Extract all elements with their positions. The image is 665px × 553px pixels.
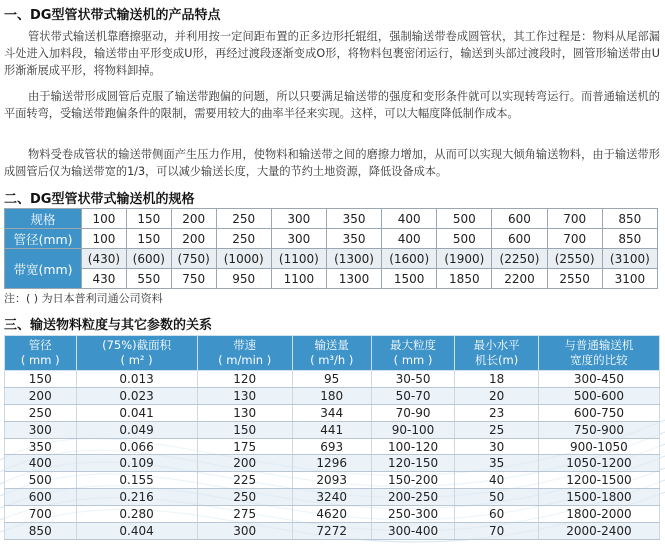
pipe-header: 管径(mm) (5, 229, 82, 249)
table-cell: 180 (292, 387, 371, 404)
table-cell: 900-1050 (538, 438, 659, 455)
table-cell: 3240 (292, 489, 371, 506)
belt-cell: 1500 (382, 269, 437, 289)
table-cell: 600-750 (538, 404, 659, 421)
table-cell: 350 (5, 438, 77, 455)
belt-nippon-row (5, 249, 658, 269)
relation-table (4, 335, 660, 540)
table-cell: 2000-2400 (538, 523, 659, 540)
table-cell: 200-250 (371, 489, 455, 506)
relation-header-line: ( m³/h ) (310, 353, 354, 367)
relation-header-cell (5, 336, 77, 371)
belt-nippon-cell: (3100) (602, 249, 657, 269)
table-cell: 30-50 (371, 371, 455, 388)
table-cell: 20 (455, 387, 538, 404)
table-cell: 1500-1800 (538, 489, 659, 506)
belt-cell: 3100 (602, 269, 657, 289)
table-cell: 150-200 (371, 472, 455, 489)
table-cell: 300 (197, 523, 292, 540)
pipe-cell: 500 (437, 229, 492, 249)
relation-header-line: 机长(m) (475, 353, 519, 367)
table-cell: 500 (5, 472, 77, 489)
table-cell: 0.023 (76, 387, 197, 404)
relation-header-line: ( mm ) (20, 353, 60, 367)
spec-cell: 350 (326, 209, 381, 229)
table-cell: 0.109 (76, 455, 197, 472)
relation-header-cell (197, 336, 292, 371)
belt-cell: 2550 (547, 269, 602, 289)
belt-header: 带宽(mm) (5, 249, 82, 289)
spec-cell: 700 (547, 209, 602, 229)
table-cell: 600 (5, 489, 77, 506)
belt-nippon-cell: (600) (126, 249, 171, 269)
spec-table (4, 208, 658, 289)
table-cell: 225 (197, 472, 292, 489)
table-cell: 100-120 (371, 438, 455, 455)
table-cell: 1050-1200 (538, 455, 659, 472)
table-row (5, 421, 660, 438)
table-cell: 300-400 (371, 523, 455, 540)
table-cell: 120-150 (371, 455, 455, 472)
pipe-cell: 850 (602, 229, 657, 249)
relation-header-cell (292, 336, 371, 371)
pipe-cell: 600 (492, 229, 547, 249)
belt-nippon-cell: (1300) (326, 249, 381, 269)
relation-header-cell (371, 336, 455, 371)
pipe-cell: 300 (271, 229, 326, 249)
table-cell: 4620 (292, 506, 371, 523)
table-cell: 344 (292, 404, 371, 421)
table-cell: 23 (455, 404, 538, 421)
belt-cell: 1850 (437, 269, 492, 289)
table-row (5, 489, 660, 506)
relation-header-line: 管径 (28, 338, 52, 352)
belt-cell: 2200 (492, 269, 547, 289)
table-cell: 0.013 (76, 371, 197, 388)
table-cell: 1200-1500 (538, 472, 659, 489)
belt-cell: 1100 (271, 269, 326, 289)
pipe-cell: 250 (216, 229, 271, 249)
table-cell: 130 (197, 404, 292, 421)
table-cell: 120 (197, 371, 292, 388)
table-cell: 500-600 (538, 387, 659, 404)
paragraph-working-principle: 管状带式输送机靠磨擦驱动，并利用按一定间距布置的正多边形托辊组，强制输送带卷成圆管状，其工作过程是：物料从尾部漏斗处进入加料段，输送带由平形变成U形，再经过渡段逐渐变成O形，将物料包裹密闭运行，输送到头部过渡段时，圆管形输送带由U形渐渐展成平形，将物料卸掉。 (4, 30, 660, 77)
relation-header-line: (75%)截面积 (102, 338, 172, 352)
spec-cell: 400 (382, 209, 437, 229)
belt-nippon-cell: (2550) (547, 249, 602, 269)
table-cell: 0.404 (76, 523, 197, 540)
table-cell: 35 (455, 455, 538, 472)
pipe-cell: 200 (171, 229, 216, 249)
relation-header-line: 带速 (233, 338, 257, 352)
spec-cell: 850 (602, 209, 657, 229)
table-cell: 150 (5, 371, 77, 388)
belt-nippon-cell: (750) (171, 249, 216, 269)
table-cell: 300-450 (538, 371, 659, 388)
relation-header-line: ( mm ) (393, 353, 433, 367)
table-cell: 300 (5, 421, 77, 438)
table-cell: 95 (292, 371, 371, 388)
belt-nippon-cell: (1100) (271, 249, 326, 269)
relation-header-line: ( m/min ) (218, 353, 272, 367)
relation-header-line: 与普通输送机 (564, 338, 634, 352)
table-cell: 0.216 (76, 489, 197, 506)
table-cell: 7272 (292, 523, 371, 540)
table-cell: 60 (455, 506, 538, 523)
spec-cell: 100 (82, 209, 127, 229)
table-cell: 70-90 (371, 404, 455, 421)
table-cell: 441 (292, 421, 371, 438)
relation-header-line: 宽度的比较 (570, 353, 628, 367)
relation-header-line: 最大粒度 (390, 338, 437, 352)
table-row (5, 438, 660, 455)
table-cell: 400 (5, 455, 77, 472)
belt-cell: 430 (82, 269, 127, 289)
table-cell: 0.280 (76, 506, 197, 523)
section-title-relation: 三、输送物料粒度与其它参数的关系 (4, 318, 213, 333)
table-cell: 750-900 (538, 421, 659, 438)
table-row (5, 404, 660, 421)
spec-cell: 300 (271, 209, 326, 229)
belt-nippon-cell: (1900) (437, 249, 492, 269)
table-cell: 70 (455, 523, 538, 540)
belt-nippon-cell: (1000) (216, 249, 271, 269)
relation-header-line: 最小水平 (473, 338, 520, 352)
table-cell: 90-100 (371, 421, 455, 438)
table-cell: 0.041 (76, 404, 197, 421)
belt-nippon-cell: (2250) (492, 249, 547, 269)
table-cell: 175 (197, 438, 292, 455)
table-cell: 150 (197, 421, 292, 438)
table-cell: 700 (5, 506, 77, 523)
table-cell: 250 (5, 404, 77, 421)
paragraph-incline-advantage: 物料受卷成管状的输送带侧面产生压力作用，使物料和输送带之间的磨擦力增加，从而可以实现大倾角输送物料，由于输送带形成圆管后仅为输送带宽的1/3，可以减少输送长度，大量的节约土地资源，降低设备成本。 (4, 148, 660, 178)
pipe-row (5, 229, 658, 249)
table-cell: 30 (455, 438, 538, 455)
belt-cell: 550 (126, 269, 171, 289)
pipe-cell: 150 (126, 229, 171, 249)
relation-header-row (5, 336, 660, 371)
table-cell: 693 (292, 438, 371, 455)
table-row (5, 506, 660, 523)
spec-row (5, 209, 658, 229)
pipe-cell: 100 (82, 229, 127, 249)
pipe-cell: 350 (326, 229, 381, 249)
table-row (5, 371, 660, 388)
table-cell: 200 (197, 455, 292, 472)
table-cell: 50-70 (371, 387, 455, 404)
note-text: 注：( ) 为日本普利司通公司资料 (4, 292, 163, 305)
relation-header-cell (455, 336, 538, 371)
relation-header-cell (538, 336, 659, 371)
paragraph-turning-advantage: 由于输送带形成圆管后克服了输送带跑偏的问题，所以只要满足输送带的强度和变形条件就可以实现转弯运行。而普通输送机的平面转弯，受输送带跑偏条件的限制，需要用较大的曲率半径来实现。这样，可以大幅度降低制作成本。 (4, 90, 660, 120)
table-cell: 18 (455, 371, 538, 388)
table-cell: 25 (455, 421, 538, 438)
table-row (5, 523, 660, 540)
belt-cell: 1300 (326, 269, 381, 289)
table-row (5, 387, 660, 404)
relation-header-line: 输送量 (314, 338, 349, 352)
table-cell: 200 (5, 387, 77, 404)
table-cell: 1296 (292, 455, 371, 472)
spec-cell: 150 (126, 209, 171, 229)
relation-header-line: ( m² ) (120, 353, 153, 367)
table-cell: 850 (5, 523, 77, 540)
belt-cell: 950 (216, 269, 271, 289)
spec-cell: 600 (492, 209, 547, 229)
section-title-features: 一、DG型管状带式输送机的产品特点 (4, 8, 221, 23)
table-cell: 275 (197, 506, 292, 523)
table-row (5, 472, 660, 489)
belt-nippon-cell: (1600) (382, 249, 437, 269)
pipe-cell: 400 (382, 229, 437, 249)
table-cell: 2093 (292, 472, 371, 489)
table-cell: 250-300 (371, 506, 455, 523)
belt-cell: 750 (171, 269, 216, 289)
belt-nippon-cell: (430) (82, 249, 127, 269)
table-cell: 1800-2000 (538, 506, 659, 523)
table-cell: 40 (455, 472, 538, 489)
spec-cell: 250 (216, 209, 271, 229)
belt-row (5, 269, 658, 289)
spec-cell: 500 (437, 209, 492, 229)
table-cell: 0.155 (76, 472, 197, 489)
table-row (5, 455, 660, 472)
spec-cell: 200 (171, 209, 216, 229)
table-cell: 130 (197, 387, 292, 404)
relation-header-cell (76, 336, 197, 371)
section-title-specs: 二、DG型管状带式输送机的规格 (4, 192, 195, 207)
table-cell: 0.049 (76, 421, 197, 438)
table-cell: 0.066 (76, 438, 197, 455)
pipe-cell: 700 (547, 229, 602, 249)
table-cell: 50 (455, 489, 538, 506)
spec-header: 规格 (5, 209, 82, 229)
table-cell: 250 (197, 489, 292, 506)
